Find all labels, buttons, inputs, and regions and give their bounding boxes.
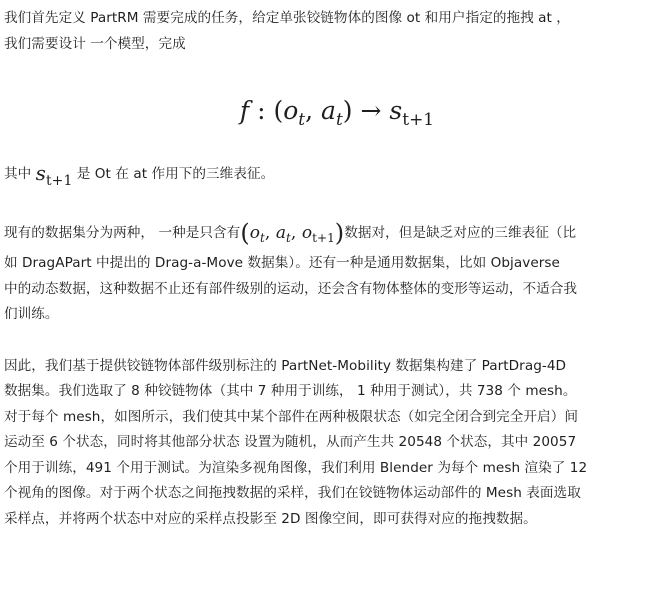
- math-s-t1: [35, 161, 73, 189]
- text-line: 我们首先定义 PartRM 需要完成的任务，给定单张铰链物体的图像 ot 和用户指定的拖拽 at ，: [4, 10, 570, 26]
- math-sub: t+1: [46, 173, 73, 189]
- text-line: 如 DragAPart 中提出的 Drag-a-Move 数据集）。还有一种是通用数据集，比如 Objaverse: [4, 255, 560, 271]
- math-sub: t+1: [312, 230, 335, 245]
- formula-colon: :: [249, 96, 274, 125]
- formula-sub-t: t: [298, 110, 306, 130]
- math-sub: t: [260, 230, 265, 245]
- formula-o: o: [283, 96, 299, 125]
- formula-f: f: [239, 96, 250, 125]
- text-line: 数据集。我们选取了 8 种铰链物体（其中 7 种用于训练， 1 种用于测试），共 738 个 mesh。: [4, 383, 577, 399]
- paragraph-state-definition: [4, 161, 656, 195]
- text-line: 我们需要设计 一个模型，完成: [4, 35, 186, 52]
- text-line: 运动至 6 个状态，同时将其他部分状态 设置为随机，从而产生共 20548 个状态，其中 20057: [4, 434, 577, 450]
- paragraph-existing-datasets: [4, 218, 656, 328]
- math-s: s: [35, 161, 46, 185]
- formula-s: s: [389, 96, 403, 125]
- formula-display: [4, 89, 656, 133]
- text-line: 个用于训练，491 个用于测试。为渲染多视角图像，我们利用 Blender 为每个 mesh 渲染了 12: [4, 459, 588, 476]
- math-sub: t: [286, 230, 291, 245]
- formula-a: a: [321, 96, 336, 125]
- text-line: 因此，我们基于提供铰链物体部件级别标注的 PartNet-Mobility 数据集构建了 PartDrag-4D: [4, 357, 567, 374]
- math-a: a: [275, 222, 287, 243]
- math-tuple: ($o_t$, $a_t$, $o_{t+1}$): [240, 218, 345, 247]
- formula-arrow: →: [352, 96, 390, 125]
- text-span: 是 Ot 在 at 作用下的三维表征。: [72, 166, 275, 182]
- paragraph-task-definition: [4, 6, 656, 57]
- math-o: o: [301, 222, 313, 243]
- text-line: [4, 218, 656, 252]
- text-span: 数据对，但是缺乏对应的三维表征（比: [344, 224, 577, 241]
- formula-sub-t: t: [335, 110, 343, 130]
- formula-lparen: (: [273, 96, 284, 125]
- text-line: 们训练。: [4, 306, 59, 322]
- text-line: 个视角的图像。对于两个状态之间拖拽数据的采样，我们在铰链物体运动部件的 Mesh 表面选取: [4, 485, 581, 501]
- formula-sub-t-plus-1: t+1: [402, 110, 435, 130]
- formula-rparen: ): [342, 96, 353, 125]
- math-o: o: [249, 222, 261, 243]
- paragraph-partdrag-4d: [4, 354, 656, 533]
- text-span: 现有的数据集分为两种， 一种是只含有: [4, 224, 241, 241]
- formula-comma: ,: [305, 96, 322, 125]
- text-span: 其中: [4, 166, 36, 182]
- text-line: 中的动态数据，这种数据不止还有部件级别的运动，还会含有物体整体的变形等运动，不适合我: [4, 280, 578, 297]
- text-line: 采样点，并将两个状态中对应的采样点投影至 2D 图像空间，即可获得对应的拖拽数据。: [4, 510, 537, 527]
- article-body: [4, 6, 656, 532]
- text-line: 对于每个 mesh，如图所示，我们使其中某个部件在两种极限状态（如完全闭合到完全开启）间: [4, 408, 578, 425]
